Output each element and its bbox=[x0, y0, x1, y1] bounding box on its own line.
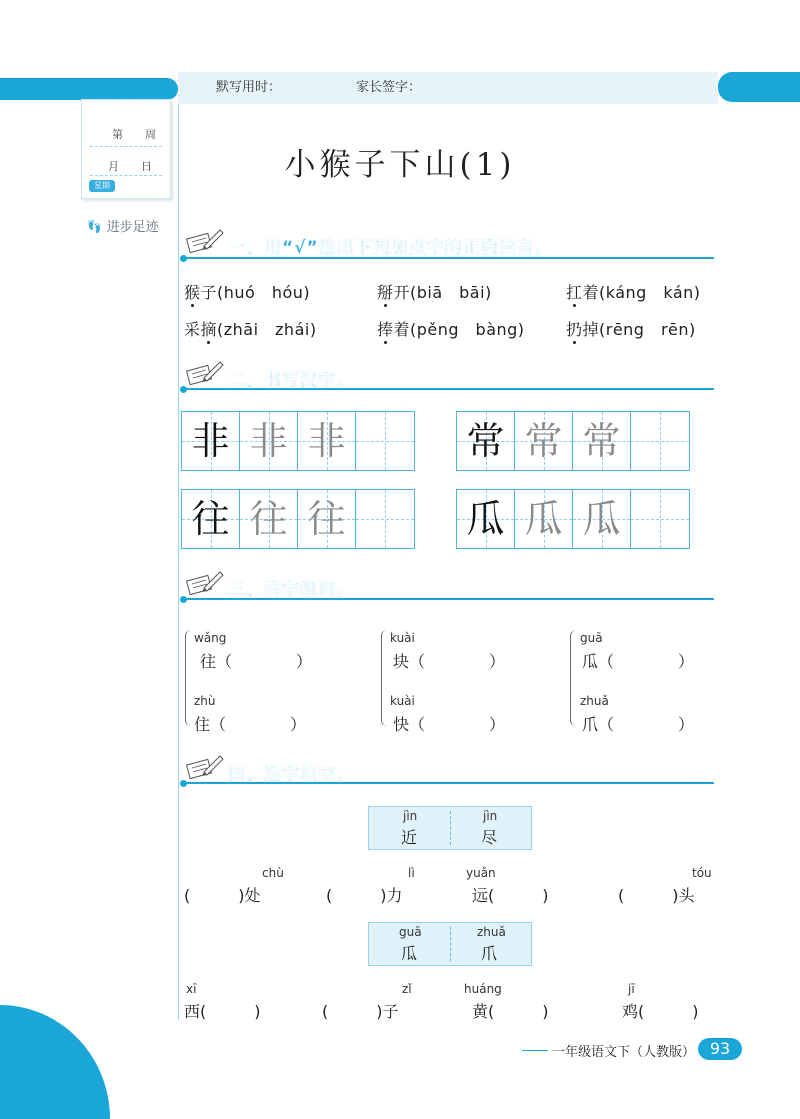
trace-char: 非 bbox=[249, 419, 288, 463]
word-blank[interactable]: 块（ ） bbox=[393, 652, 506, 671]
choice-char: 尽 bbox=[481, 828, 498, 847]
fill-blank[interactable]: 黄( ) bbox=[472, 1002, 549, 1021]
weekday-badge: 星期 bbox=[89, 180, 115, 192]
footprint-icon: 👣︎ bbox=[86, 220, 103, 235]
section-2-title: 二、书写汉字。 bbox=[228, 371, 354, 391]
model-char: 瓜 bbox=[466, 497, 505, 541]
word-blank[interactable]: 快（ ） bbox=[393, 715, 506, 734]
pinyin: jìn bbox=[403, 809, 418, 823]
pinyin: chù bbox=[262, 866, 284, 880]
margin-line bbox=[178, 104, 179, 1020]
word-blank[interactable]: 住（ ） bbox=[194, 715, 307, 734]
emphasis-dot bbox=[573, 341, 576, 344]
trace-char: 往 bbox=[307, 497, 346, 541]
fill-blank[interactable]: ( )处 bbox=[184, 886, 261, 905]
parent-sign-label: 家长签字： bbox=[356, 80, 422, 95]
choice-char: 爪 bbox=[481, 944, 498, 963]
pinyin-choice: 扛着(káng kán) bbox=[566, 283, 701, 302]
model-char: 非 bbox=[191, 419, 230, 463]
grid-cell[interactable] bbox=[356, 412, 414, 470]
pinyin: zhuǎ bbox=[477, 925, 506, 939]
pinyin-choice: 扔掉(rēng rēn) bbox=[566, 320, 696, 339]
choice-box bbox=[368, 922, 532, 966]
ring-icon bbox=[129, 90, 137, 98]
grid-cell[interactable] bbox=[356, 490, 414, 548]
trace-char: 常 bbox=[524, 419, 563, 463]
grid-cell bbox=[240, 490, 298, 548]
week-label: 第 周 bbox=[112, 128, 156, 141]
progress-text: 进步足迹 bbox=[106, 220, 159, 235]
page-number: 93 bbox=[698, 1038, 742, 1060]
trace-char: 瓜 bbox=[524, 497, 563, 541]
grid-cell bbox=[182, 490, 240, 548]
emphasis-dot bbox=[573, 304, 576, 307]
grid-cell bbox=[573, 490, 631, 548]
grid-cell bbox=[298, 412, 356, 470]
book-label: 一年级语文下（人教版） bbox=[548, 1041, 699, 1060]
writing-grid bbox=[456, 411, 690, 471]
fill-blank[interactable]: ( )力 bbox=[326, 886, 403, 905]
pencil-icon bbox=[184, 226, 224, 254]
pinyin-choice: 捧着(pěng bàng) bbox=[377, 320, 525, 339]
brace bbox=[570, 630, 578, 726]
pinyin: huáng bbox=[464, 982, 502, 996]
emphasis-dot bbox=[191, 304, 194, 307]
model-char: 往 bbox=[191, 497, 230, 541]
pinyin: zhuǎ bbox=[580, 694, 609, 708]
emphasis-dot bbox=[384, 304, 387, 307]
pinyin: tóu bbox=[692, 866, 712, 880]
pinyin-choice: 掰开(biā bāi) bbox=[377, 283, 492, 302]
date-label: 月 日 bbox=[108, 160, 152, 173]
trace-char: 瓜 bbox=[582, 497, 621, 541]
page-title: 小猴子下山(1) bbox=[284, 147, 516, 183]
grid-cell bbox=[182, 412, 240, 470]
fill-blank[interactable]: 西( ) bbox=[184, 1002, 261, 1021]
grid-cell bbox=[240, 412, 298, 470]
word-blank[interactable]: 往（ ） bbox=[200, 652, 313, 671]
fill-blank[interactable]: ( )头 bbox=[618, 886, 695, 905]
section-3-title: 三、辨字组词。 bbox=[228, 580, 354, 600]
pinyin: kuài bbox=[390, 694, 415, 708]
grid-cell bbox=[457, 490, 515, 548]
dictation-time-label: 默写用时： bbox=[216, 80, 282, 95]
section-4-title: 四、选字填空。 bbox=[228, 765, 354, 785]
emphasis-dot bbox=[207, 341, 210, 344]
trace-char: 常 bbox=[582, 419, 621, 463]
pencil-icon bbox=[184, 752, 224, 780]
ring-icon bbox=[91, 90, 99, 98]
ring-icon bbox=[110, 90, 118, 98]
fill-blank[interactable]: ( )子 bbox=[322, 1002, 399, 1021]
pinyin: guā bbox=[580, 631, 603, 645]
choice-char: 近 bbox=[401, 828, 418, 847]
grid-cell bbox=[457, 412, 515, 470]
word-blank[interactable]: 瓜（ ） bbox=[582, 652, 695, 671]
pinyin: guā bbox=[399, 925, 422, 939]
divider bbox=[450, 927, 451, 961]
choice-box bbox=[368, 806, 532, 850]
emphasis-dot bbox=[384, 341, 387, 344]
pinyin: yuǎn bbox=[466, 866, 496, 880]
pinyin: lì bbox=[408, 866, 415, 880]
corner-decoration bbox=[0, 1005, 110, 1119]
pinyin-choice: 采摘(zhāi zhái) bbox=[184, 320, 317, 339]
grid-cell bbox=[298, 490, 356, 548]
pinyin: jìn bbox=[483, 809, 498, 823]
grid-cell bbox=[515, 490, 573, 548]
word-blank[interactable]: 爪（ ） bbox=[582, 715, 695, 734]
header-band-right bbox=[718, 72, 800, 102]
pinyin: kuài bbox=[390, 631, 415, 645]
writing-grid bbox=[181, 411, 415, 471]
writing-grid bbox=[456, 489, 690, 549]
trace-char: 往 bbox=[249, 497, 288, 541]
model-char: 常 bbox=[466, 419, 505, 463]
fill-blank[interactable]: 远( ) bbox=[472, 886, 549, 905]
trace-char: 非 bbox=[307, 419, 346, 463]
fill-blank[interactable]: 鸡( ) bbox=[622, 1002, 699, 1021]
grid-cell bbox=[573, 412, 631, 470]
progress-label bbox=[86, 216, 159, 235]
pinyin: wǎng bbox=[194, 631, 227, 645]
divider bbox=[450, 811, 451, 845]
ring-icon bbox=[148, 90, 156, 98]
grid-cell[interactable] bbox=[631, 412, 689, 470]
pencil-icon bbox=[184, 568, 224, 596]
pinyin: xī bbox=[186, 982, 197, 996]
pinyin: zhù bbox=[194, 694, 216, 708]
pinyin-choice: 猴子(huó hóu) bbox=[184, 283, 311, 302]
brace bbox=[381, 630, 389, 726]
grid-cell bbox=[515, 412, 573, 470]
pencil-icon bbox=[184, 358, 224, 386]
pinyin: zǐ bbox=[402, 982, 412, 996]
section-1-title: 一、用“√”选出下列加点字的正确读音。 bbox=[228, 238, 553, 258]
grid-cell[interactable] bbox=[631, 490, 689, 548]
choice-char: 瓜 bbox=[401, 944, 418, 963]
brace bbox=[185, 630, 193, 726]
writing-grid bbox=[181, 489, 415, 549]
pinyin: jī bbox=[628, 982, 635, 996]
